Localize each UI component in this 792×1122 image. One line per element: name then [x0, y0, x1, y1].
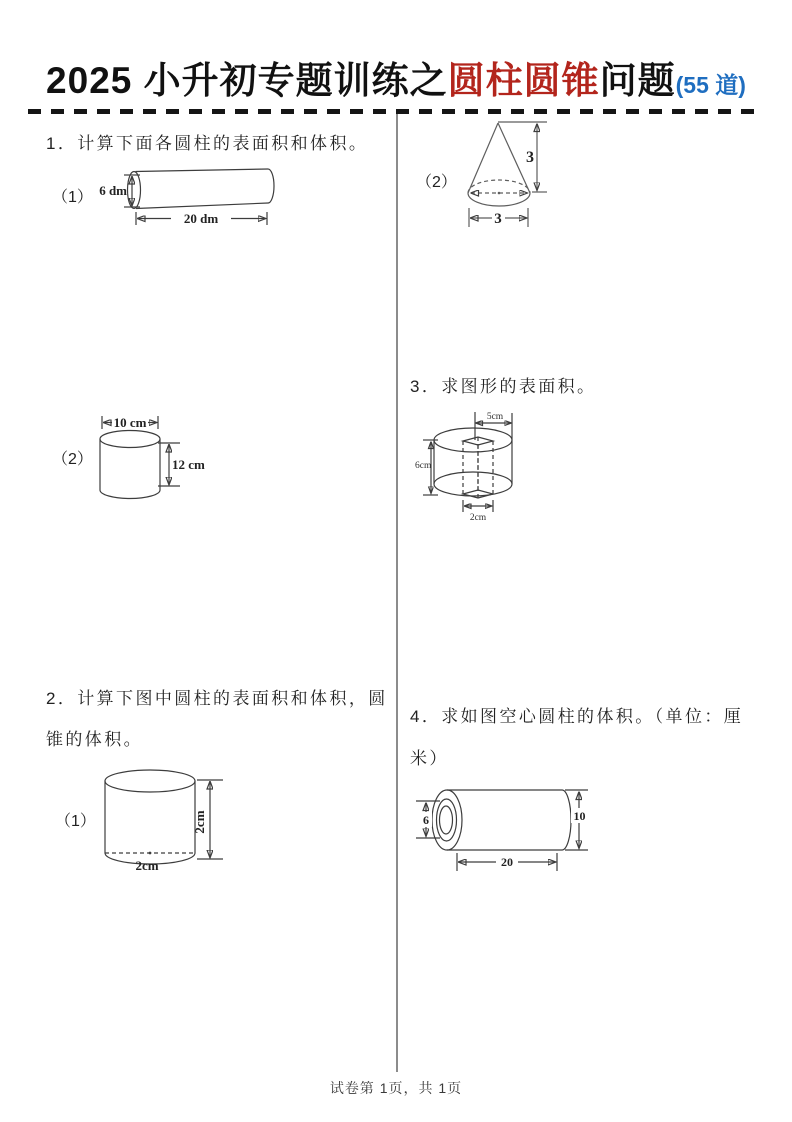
height-dimension [498, 122, 547, 192]
figure-q2-2-cone [410, 116, 565, 238]
length-dimension [136, 211, 267, 226]
question-2-part-2-label: （2） [416, 174, 457, 191]
height-dimension [158, 443, 205, 486]
base-diameter-label: 2cm [135, 858, 159, 873]
length-label: 20 [501, 855, 513, 869]
height-label: 6cm [415, 461, 432, 471]
question-2-part-1-label: （1） [55, 813, 96, 830]
square-hole [463, 437, 493, 498]
height-dimension [192, 780, 223, 859]
question-1-text: 1．计算下面各圆柱的表面积和体积。 [46, 134, 369, 153]
hole-width-dimension [463, 500, 493, 523]
question-3-text: 3．求图形的表面积。 [410, 377, 597, 396]
radius-label: 5cm [486, 412, 504, 422]
figure-q4-hollow-cylinder [412, 780, 604, 878]
cylinder-outline [100, 431, 160, 499]
length-dimension [457, 853, 557, 871]
column-divider-line [396, 114, 398, 1072]
diameter-label: 10 cm [113, 415, 147, 430]
radius-dimension [475, 412, 512, 440]
figure-q3-cylinder-with-square-hole [415, 409, 540, 529]
question-2-text-line-1: 2．计算下图中圆柱的表面积和体积，圆 [46, 689, 388, 708]
cone-outline [468, 123, 530, 206]
cylinder-outline [105, 770, 195, 864]
figure-q1-1-horizontal-cylinder [50, 166, 285, 230]
inner-diameter-label: 6 [423, 813, 429, 827]
question-1-part-1-label: （1） [52, 189, 93, 206]
question-4-text-line-1: 4．求如图空心圆柱的体积。（单位：厘 [410, 707, 744, 726]
cylinder-outline [432, 790, 571, 850]
outer-diameter-label: 10 [573, 809, 586, 823]
page-footer: 试卷第 1页，共 1页 [329, 1080, 463, 1096]
title-prefix: 2025 小升初专题训练之 [46, 60, 448, 101]
diameter-dimension [102, 415, 158, 430]
page-title [0, 50, 792, 104]
length-label: 20 dm [183, 211, 219, 226]
figure-q1-2-vertical-cylinder [50, 412, 205, 514]
title-question-count: (55 道) [675, 72, 746, 98]
base-diameter-label: 3 [494, 211, 502, 227]
figure-q2-1-cylinder [50, 766, 235, 878]
height-label: 3 [526, 149, 534, 166]
cylinder-outline [128, 169, 274, 209]
base-diameter-dimension [469, 208, 528, 227]
question-1-part-2-label: （2） [52, 451, 93, 468]
diameter-dimension [99, 175, 140, 207]
height-label: 12 cm [172, 457, 205, 472]
diameter-label: 6 dm [99, 183, 127, 198]
question-4-text-line-2: 米） [410, 749, 449, 768]
title-suffix: 问题 [599, 60, 676, 101]
hole-width-label: 2cm [469, 513, 487, 523]
title-highlight: 圆柱圆锥 [447, 60, 600, 101]
height-label: 2cm [192, 810, 207, 834]
question-2-text-line-2: 锥的体积。 [46, 730, 143, 749]
